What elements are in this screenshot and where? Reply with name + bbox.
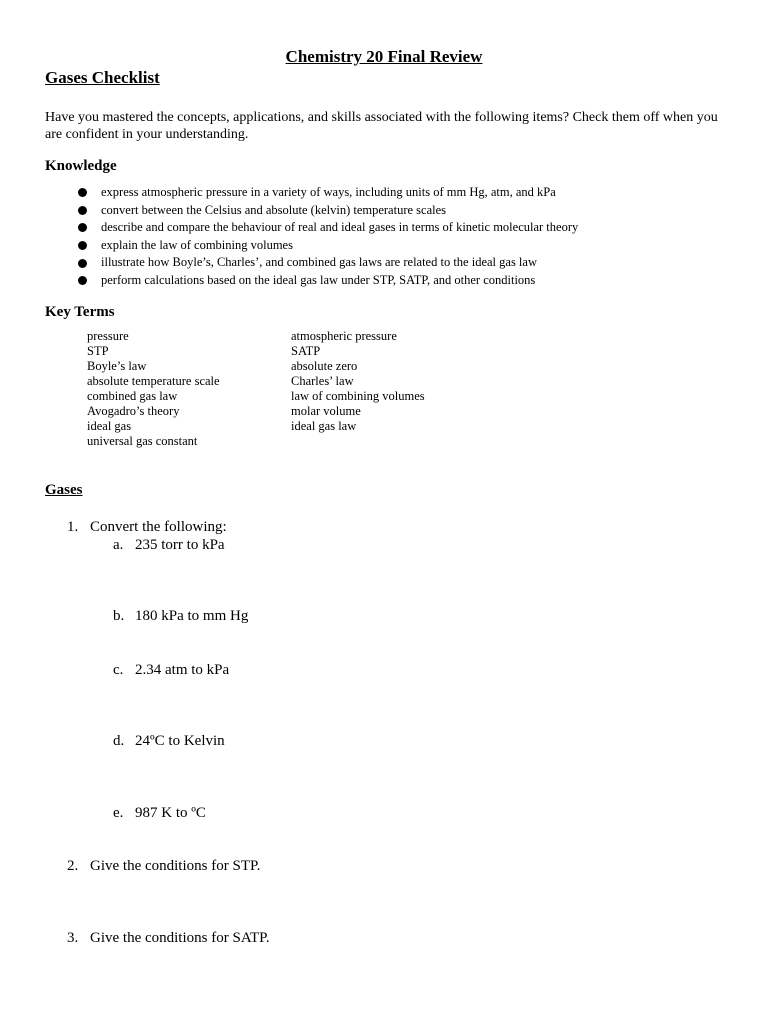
list-item bbox=[76, 219, 578, 237]
list-item bbox=[76, 272, 578, 290]
gases-heading: Gases bbox=[45, 482, 83, 498]
key-term: ideal gas law bbox=[291, 419, 357, 433]
part-text: 24ºC to Kelvin bbox=[135, 733, 225, 749]
key-term: molar volume bbox=[291, 404, 361, 418]
question-1b bbox=[113, 607, 248, 625]
part-letter: c. bbox=[113, 662, 124, 678]
key-term: Charles’ law bbox=[291, 374, 354, 388]
intro-paragraph: Have you mastered the concepts, applications, and skills associated with the following items? Check them off when you are confident in your understanding. bbox=[45, 110, 718, 142]
bullet-icon bbox=[78, 241, 87, 250]
question-number: 2. bbox=[67, 858, 79, 874]
part-letter: a. bbox=[113, 537, 124, 553]
question-2 bbox=[67, 857, 260, 875]
key-term: Avogadro’s theory bbox=[87, 404, 180, 418]
question-number: 3. bbox=[67, 930, 79, 946]
part-text: 235 torr to kPa bbox=[135, 537, 225, 553]
knowledge-item-text: convert between the Celsius and absolute (kelvin) temperature scales bbox=[101, 202, 447, 217]
key-term: Boyle’s law bbox=[87, 359, 147, 373]
checklist-title: Gases Checklist bbox=[45, 68, 160, 87]
part-letter: b. bbox=[113, 608, 125, 624]
part-letter: e. bbox=[113, 805, 124, 821]
list-item bbox=[76, 237, 578, 255]
knowledge-list bbox=[76, 184, 578, 290]
key-term: combined gas law bbox=[87, 389, 178, 403]
knowledge-item-text: describe and compare the behaviour of real and ideal gases in terms of kinetic molecular theory bbox=[101, 220, 579, 235]
key-term: STP bbox=[87, 344, 109, 358]
key-term: pressure bbox=[87, 329, 129, 343]
key-term: ideal gas bbox=[87, 419, 132, 433]
list-item bbox=[76, 202, 578, 220]
list-item bbox=[76, 184, 578, 202]
key-term: SATP bbox=[291, 344, 321, 358]
list-item bbox=[76, 254, 578, 272]
question-3 bbox=[67, 929, 270, 947]
knowledge-heading: Knowledge bbox=[45, 158, 117, 174]
bullet-icon bbox=[78, 223, 87, 232]
part-letter: d. bbox=[113, 733, 125, 749]
question-text: Give the conditions for STP. bbox=[90, 858, 261, 874]
key-terms-heading: Key Terms bbox=[45, 304, 115, 320]
key-term: atmospheric pressure bbox=[291, 329, 397, 343]
part-text: 180 kPa to mm Hg bbox=[135, 608, 249, 624]
key-terms-right-column bbox=[291, 329, 425, 434]
key-term: absolute zero bbox=[291, 359, 358, 373]
knowledge-item-text: express atmospheric pressure in a variety of ways, including units of mm Hg, atm, and kPa bbox=[101, 185, 556, 199]
page-title: Chemistry 20 Final Review bbox=[285, 47, 483, 66]
knowledge-item-text: explain the law of combining volumes bbox=[101, 237, 293, 252]
key-term: universal gas constant bbox=[87, 434, 198, 448]
question-text: Give the conditions for SATP. bbox=[90, 930, 270, 946]
bullet-icon bbox=[78, 188, 87, 197]
question-1d bbox=[113, 732, 225, 750]
key-term: law of combining volumes bbox=[291, 389, 425, 403]
bullet-icon bbox=[78, 259, 87, 268]
key-terms-left-column bbox=[87, 329, 220, 449]
part-text: 987 K to ºC bbox=[135, 805, 206, 821]
question-1a bbox=[113, 536, 225, 554]
part-text: 2.34 atm to kPa bbox=[135, 662, 230, 678]
question-number: 1. bbox=[67, 519, 79, 535]
knowledge-item-text: perform calculations based on the ideal gas law under STP, SATP, and other conditions bbox=[101, 272, 536, 287]
question-1c bbox=[113, 661, 229, 679]
question-1 bbox=[67, 518, 227, 536]
bullet-icon bbox=[78, 276, 87, 285]
key-term: absolute temperature scale bbox=[87, 374, 220, 388]
knowledge-item-text: illustrate how Boyle’s, Charles’, and combined gas laws are related to the ideal gas law bbox=[101, 255, 537, 270]
bullet-icon bbox=[78, 206, 87, 215]
question-text: Convert the following: bbox=[90, 519, 227, 535]
question-1e bbox=[113, 804, 206, 822]
